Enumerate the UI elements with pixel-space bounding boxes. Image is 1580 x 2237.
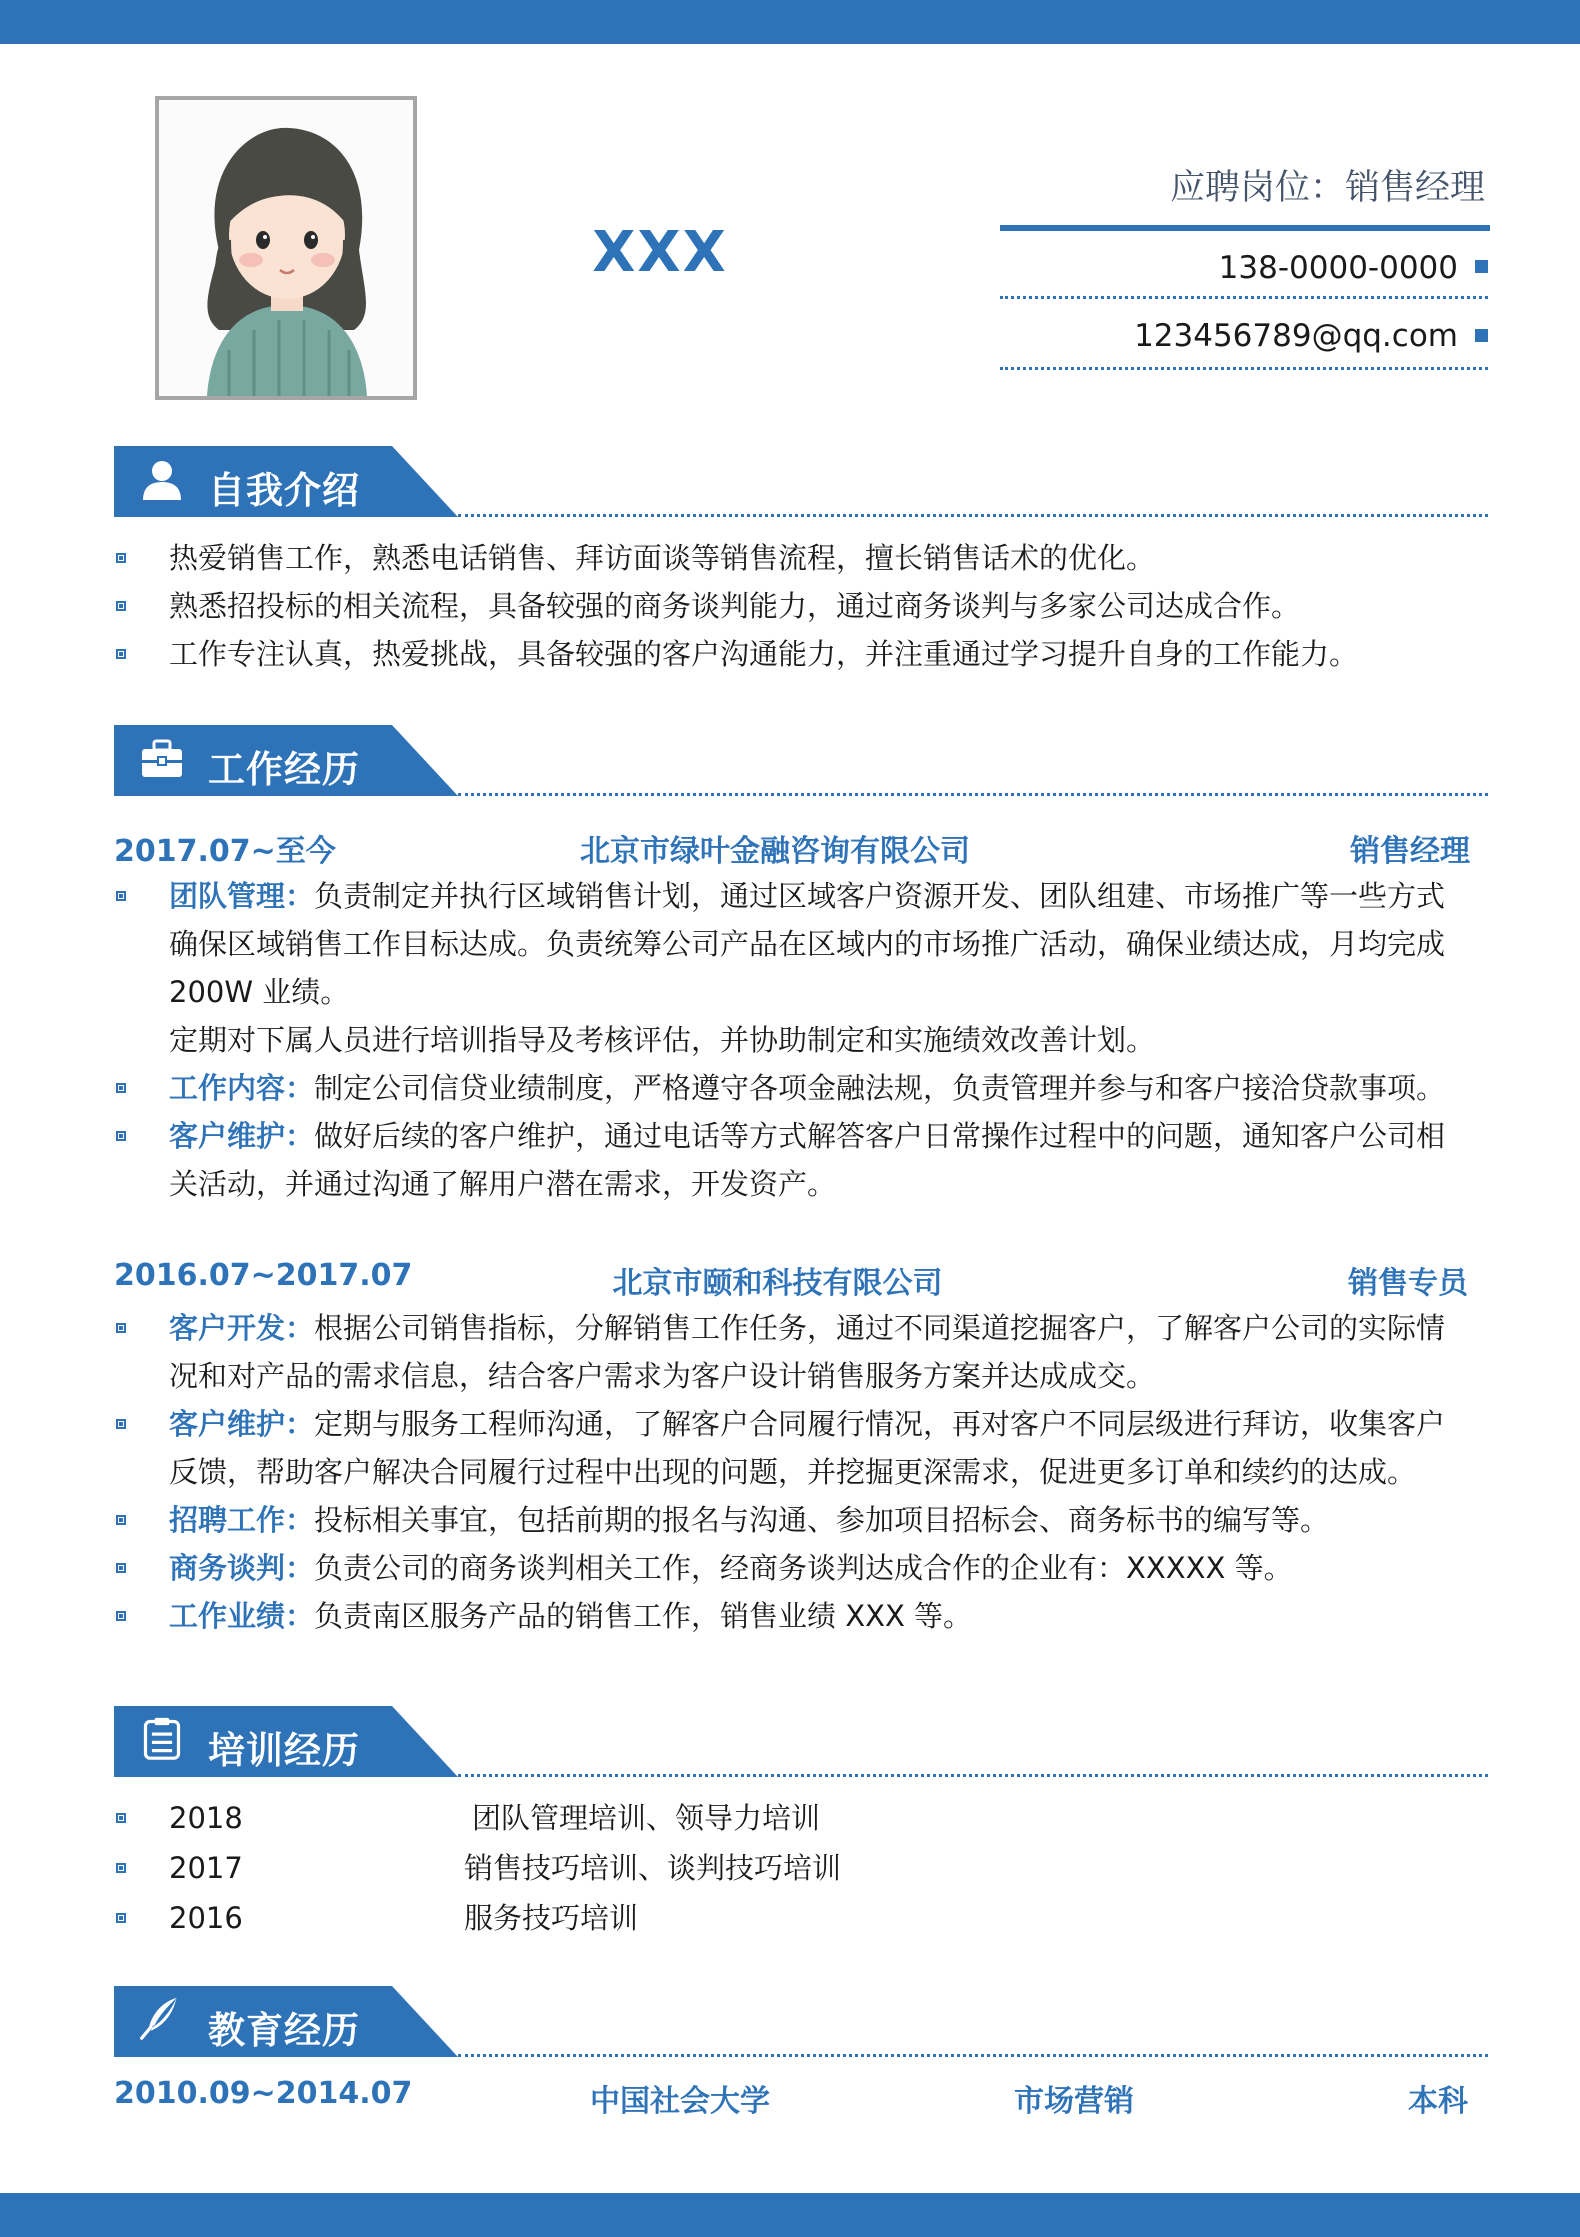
- job-item: [169, 1592, 972, 1640]
- bullet-icon: [116, 891, 126, 901]
- intro-item: 工作专注认真，热爱挑战，具备较强的客户沟通能力，并注重通过学习提升自身的工作能力。: [169, 637, 1359, 671]
- bullet-icon: [116, 1611, 126, 1621]
- job-item-text: 定期对下属人员进行培训指导及考核评估，并协助制定和实施绩效改善计划。: [169, 1023, 1156, 1057]
- training-year: 2016: [169, 1901, 243, 1935]
- job-role: 销售专员: [1348, 1266, 1468, 1301]
- intro-item: 熟悉招投标的相关流程，具备较强的商务谈判能力，通过商务谈判与多家公司达成合作。: [169, 589, 1301, 623]
- bullet-icon: [116, 601, 126, 611]
- job-item-text: 负责公司的商务谈判相关工作，经商务谈判达成合作的企业有：XXXXX 等。: [314, 1551, 1293, 1585]
- bullet-icon: [116, 649, 126, 659]
- training-content: 销售技巧培训、谈判技巧培训: [464, 1851, 842, 1885]
- job-item-text: 200W 业绩。: [169, 975, 350, 1009]
- bullet-icon: [116, 1563, 126, 1573]
- briefcase-icon: [140, 737, 184, 781]
- job-item-label: 招聘工作：: [169, 1503, 315, 1537]
- job-item-label: 工作业绩：: [169, 1599, 315, 1633]
- bullet-icon: [116, 553, 126, 563]
- job-item: [169, 872, 1445, 920]
- job-item-label: 客户维护：: [169, 1119, 315, 1153]
- job-item-text: 反馈，帮助客户解决合同履行过程中出现的问题，并挖掘更深需求，促进更多订单和续约的达成。: [169, 1455, 1417, 1489]
- job-item-text: 做好后续的客户维护，通过电话等方式解答客户日常操作过程中的问题，通知客户公司相: [314, 1119, 1446, 1153]
- phone-marker-icon: [1475, 260, 1488, 273]
- job-item-label: 客户维护：: [169, 1407, 315, 1441]
- phone-number: 138-0000-0000: [1218, 250, 1458, 286]
- job-item-text: 制定公司信贷业绩制度，严格遵守各项金融法规，负责管理并参与和客户接洽贷款事项。: [314, 1071, 1446, 1105]
- bullet-icon: [116, 1323, 126, 1333]
- training-content: 服务技巧培训: [464, 1901, 639, 1935]
- section-title-intro: 自我介绍: [208, 469, 360, 512]
- education-major: 市场营销: [1014, 2084, 1134, 2119]
- job-company: 北京市颐和科技有限公司: [612, 1266, 943, 1301]
- person-icon: [140, 458, 184, 502]
- education-school: 中国社会大学: [590, 2084, 770, 2119]
- job-role: 销售经理: [1350, 834, 1470, 869]
- section-title-training: 培训经历: [208, 1729, 360, 1772]
- training-year: 2018: [169, 1801, 243, 1835]
- divider: [1000, 367, 1488, 370]
- job-item-label: 客户开发：: [169, 1311, 315, 1345]
- job-item-text: 关活动，并通过沟通了解用户潜在需求，开发资产。: [169, 1167, 837, 1201]
- bullet-icon: [116, 1913, 126, 1923]
- section-divider: [458, 793, 1488, 796]
- divider: [1000, 296, 1488, 299]
- job-company: 北京市绿叶金融咨询有限公司: [580, 834, 970, 869]
- intro-item: 热爱销售工作，熟悉电话销售、拜访面谈等销售流程，擅长销售话术的优化。: [169, 541, 1156, 575]
- training-content: 团队管理培训、领导力培训: [472, 1801, 821, 1835]
- job-item: [169, 1496, 1329, 1544]
- section-divider: [458, 2054, 1488, 2057]
- bullet-icon: [116, 1515, 126, 1525]
- job-item-text: 负责南区服务产品的销售工作，销售业绩 XXX 等。: [314, 1599, 973, 1633]
- job-item-text: 负责制定并执行区域销售计划，通过区域客户资源开发、团队组建、市场推广等一些方式: [314, 879, 1446, 913]
- email-marker-icon: [1475, 329, 1488, 342]
- bullet-icon: [116, 1131, 126, 1141]
- job-item-text: 定期与服务工程师沟通，了解客户合同履行情况，再对客户不同层级进行拜访，收集客户: [314, 1407, 1446, 1441]
- job-item: [169, 1064, 1445, 1112]
- section-divider: [458, 514, 1488, 517]
- section-title-education: 教育经历: [208, 2009, 360, 2052]
- job-item-text: 投标相关事宜，包括前期的报名与沟通、参加项目招标会、商务标书的编写等。: [314, 1503, 1330, 1537]
- feather-pen-icon: [138, 1996, 182, 2040]
- job-item-label: 工作内容：: [169, 1071, 315, 1105]
- job-item: [169, 1304, 1445, 1352]
- job-title-underline: [1000, 225, 1490, 231]
- bullet-icon: [116, 1419, 126, 1429]
- job-title: 应聘岗位：销售经理: [1169, 168, 1485, 208]
- candidate-name: XXX: [592, 220, 728, 285]
- bottom-accent-bar: [0, 2193, 1580, 2237]
- bullet-icon: [116, 1083, 126, 1093]
- job-item: [169, 1400, 1445, 1448]
- job-item-label: 团队管理：: [169, 879, 315, 913]
- section-title-work: 工作经历: [208, 748, 360, 791]
- email-address: 123456789@qq.com: [1134, 318, 1458, 354]
- job-period: 2016.07~2017.07: [114, 1258, 413, 1293]
- section-divider: [458, 1774, 1488, 1777]
- job-item-label: 商务谈判：: [169, 1551, 315, 1585]
- job-item-text: 况和对产品的需求信息，结合客户需求为客户设计销售服务方案并达成成交。: [169, 1359, 1156, 1393]
- bullet-icon: [116, 1813, 126, 1823]
- profile-photo: [155, 96, 417, 400]
- job-item-text: 根据公司销售指标，分解销售工作任务，通过不同渠道挖掘客户，了解客户公司的实际情: [314, 1311, 1446, 1345]
- job-item: [169, 1544, 1293, 1592]
- job-period: 2017.07~至今: [114, 834, 336, 869]
- job-item-text: 确保区域销售工作目标达成。负责统筹公司产品在区域内的市场推广活动，确保业绩达成，月均完成: [169, 927, 1446, 961]
- training-year: 2017: [169, 1851, 243, 1885]
- top-accent-bar: [0, 0, 1580, 44]
- education-period: 2010.09~2014.07: [114, 2076, 413, 2111]
- education-degree: 本科: [1408, 2084, 1468, 2119]
- job-item: [169, 1112, 1445, 1160]
- clipboard-icon: [140, 1716, 184, 1760]
- bullet-icon: [116, 1863, 126, 1873]
